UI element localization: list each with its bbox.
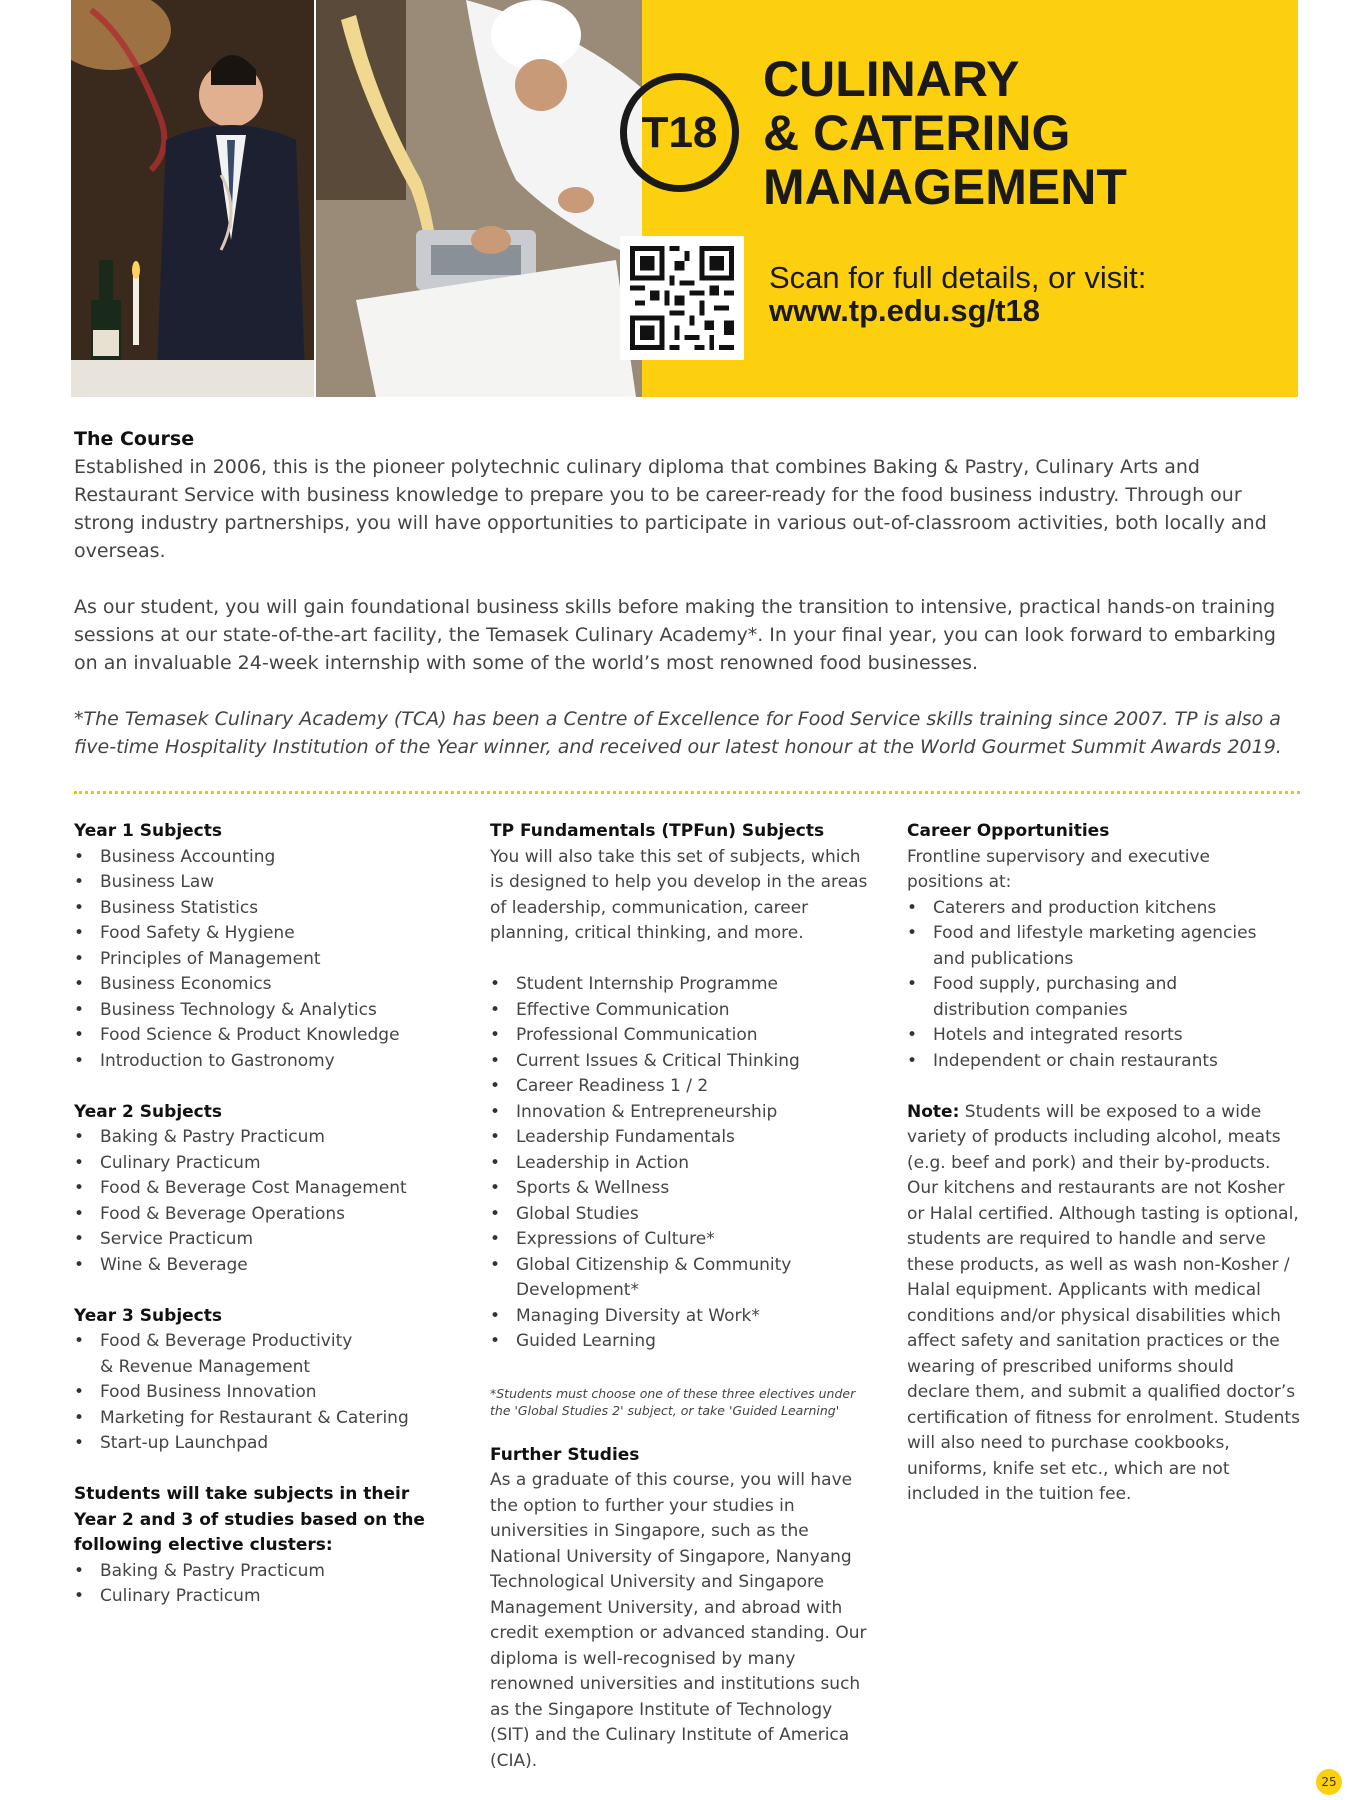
list-item: • Food supply, purchasing and distribution companies [907,972,1233,1023]
tpfun-list [490,972,875,1355]
year3-list [74,1329,444,1457]
list-item: • Guided Learning [490,1329,875,1355]
list-item: • Marketing for Restaurant & Catering [74,1406,444,1432]
list-item: • Food Business Innovation [74,1380,444,1406]
list-item: • Caterers and production kitchens [907,896,1302,922]
year2-heading: Year 2 Subjects [74,1101,222,1122]
list-item: • Career Readiness 1 / 2 [490,1074,875,1100]
list-item: • Professional Communication [490,1023,875,1049]
section-divider [74,791,1300,794]
list-item: • Leadership Fundamentals [490,1125,875,1151]
year1-heading: Year 1 Subjects [74,821,222,841]
career-list [907,896,1302,1075]
course-title-line-2: & CATERING [763,105,1071,161]
list-item: • Business Statistics [74,896,444,922]
tpfun-footnote: *Students must choose one of these three electives under the 'Global Studies 2' subject, or take 'Guided Learning' [490,1385,856,1418]
list-item: • Food & Beverage Productivity & Revenue Management [74,1329,370,1380]
list-item: • Culinary Practicum [74,1584,444,1610]
list-item: • Baking & Pastry Practicum [74,1125,444,1151]
note-text: Students will be exposed to a wide variety of products including alcohol, meats (e.g. beef and pork) and their by-products. Our kitchens and restaurants are not Kosher or Halal certified. Although tasting is optional, students are required to handle and serve these products, as well as wash non-Kosher / Halal equipment. Applicants with medical conditions and/or physical disabilities which affect safety and sanitation practices or the wearing of prescribed uniforms should declare them, and submit a qualified doctor’s certification of fitness for enrolment. Students will also need to purchase cookbooks, uniforms, knife set etc., which are not included in the tuition fee. [907,1101,1300,1504]
career-heading: Career Opportunities [907,821,1110,841]
list-item: • Food & Beverage Cost Management [74,1176,444,1202]
list-item: • Independent or chain restaurants [907,1049,1302,1075]
list-item: • Introduction to Gastronomy [74,1049,444,1075]
list-item: • Start-up Launchpad [74,1431,444,1457]
list-item: • Current Issues & Critical Thinking [490,1049,875,1075]
course-paragraph-2: As our student, you will gain foundational business skills before making the transition to intensive, practical hands-on training sessions at our state-of-the-art facility, the Temasek Culinary Academy*. In your final year, you can look forward to embarking on an invaluable 24-week internship with some of the world’s most renowned food businesses. [74,596,1276,674]
qr-code[interactable] [620,236,744,360]
electives-heading: Students will take subjects in their Year 2 and 3 of studies based on the following elective clusters: [74,1484,425,1555]
list-item: • Business Technology & Analytics [74,998,444,1024]
note-label: Note: [907,1101,960,1122]
tpfun-column [490,819,875,1774]
tca-note: *The Temasek Culinary Academy (TCA) has been a Centre of Excellence for Food Service skills training since 2007. TP is also a five-time Hospitality Institution of the Year winner, and received our latest honour at the World Gourmet Summit Awards 2019. [74,708,1282,758]
subjects-column [74,819,444,1610]
course-paragraph-1: Established in 2006, this is the pioneer polytechnic culinary diploma that combines Baking & Pastry, Culinary Arts and Restaurant Service with business knowledge to prepare you to be career-ready for the food business industry. Through our strong industry partnerships, you will have opportunities to participate in various out-of-classroom activities, both locally and overseas. [74,456,1267,562]
tpfun-heading: TP Fundamentals (TPFun) Subjects [490,821,825,841]
year3-heading: Year 3 Subjects [74,1305,222,1326]
list-item: • Global Citizenship & Community Development* [490,1253,796,1304]
list-item: • Culinary Practicum [74,1151,444,1177]
course-description [74,425,1304,761]
career-intro: Frontline supervisory and executive positions at: [907,846,1211,892]
year2-list [74,1125,444,1278]
course-title-line-1: CULINARY [763,51,1020,107]
further-studies-heading: Further Studies [490,1444,640,1465]
list-item: • Principles of Management [74,947,444,973]
list-item: • Business Law [74,870,444,896]
list-item: • Food Safety & Hygiene [74,921,444,947]
course-url-link[interactable]: www.tp.edu.sg/t18 [769,293,1040,328]
list-item: • Effective Communication [490,998,875,1024]
electives-list [74,1559,444,1610]
list-item: • Student Internship Programme [490,972,875,998]
list-item: • Baking & Pastry Practicum [74,1559,444,1585]
list-item: • Food Science & Product Knowledge [74,1023,444,1049]
list-item: • Managing Diversity at Work* [490,1304,875,1330]
list-item: • Wine & Beverage [74,1253,444,1279]
list-item: • Global Studies [490,1202,875,1228]
list-item: • Business Economics [74,972,444,998]
course-title-line-3: MANAGEMENT [763,159,1127,215]
list-item: • Sports & Wellness [490,1176,875,1202]
list-item: • Innovation & Entrepreneurship [490,1100,875,1126]
year1-list [74,845,444,1075]
course-heading: The Course [74,428,195,450]
scan-instruction: Scan for full details, or visit: [769,260,1147,295]
list-item: • Expressions of Culture* [490,1227,875,1253]
list-item: • Food & Beverage Operations [74,1202,444,1228]
list-item: • Business Accounting [74,845,444,871]
page-number: 25 [1316,1769,1342,1795]
list-item: • Food and lifestyle marketing agencies and publications [907,921,1273,972]
list-item: • Leadership in Action [490,1151,875,1177]
chef-pasta-photo [316,0,644,397]
career-note [907,1100,1302,1508]
further-studies-text: As a graduate of this course, you will have the option to further your studies in universities in Singapore, such as the National University of Singapore, Nanyang Technological University and Singapore Management University, and abroad with credit exemption or advanced standing. Our diploma is well-recognised by many renowned universities and institutions such as the Singapore Institute of Technology (SIT) and the Culinary Institute of America (CIA). [490,1470,867,1771]
career-column [907,819,1302,1508]
list-item: • Hotels and integrated resorts [907,1023,1302,1049]
tpfun-intro: You will also take this set of subjects, which is designed to help you develop in the areas of leadership, communication, career planning, critical thinking, and more. [490,846,868,943]
course-code-badge: T18 [620,73,739,192]
list-item: • Service Practicum [74,1227,444,1253]
sommelier-photo [71,0,314,397]
